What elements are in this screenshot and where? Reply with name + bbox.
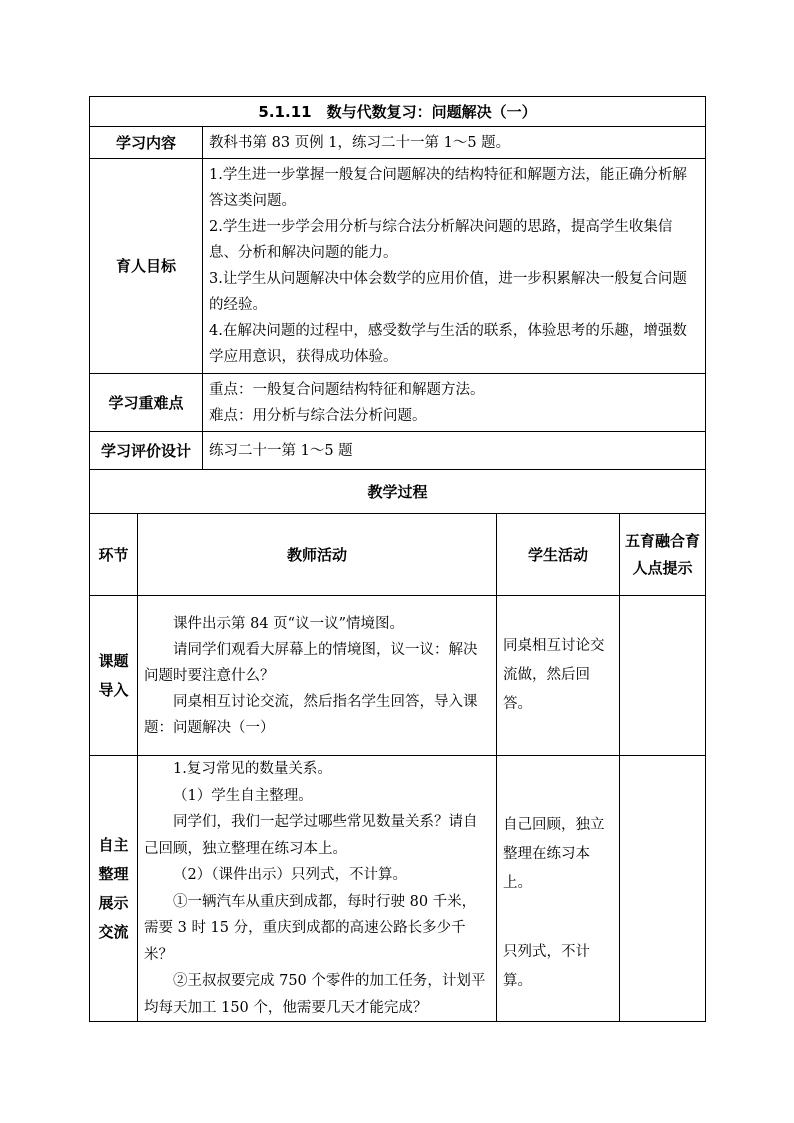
- fusion-cell: [620, 596, 706, 756]
- stage-column-header: 环节: [90, 514, 138, 596]
- lesson-plan-table: [89, 96, 706, 1022]
- teacher-column-header: 教师活动: [138, 514, 497, 596]
- key-points-label: 学习重难点: [90, 374, 203, 432]
- teacher-activity: [138, 756, 497, 1022]
- teacher-activity: [138, 596, 497, 756]
- teacher-step: 课件出示第 84 页“议一议”情境图。: [173, 615, 404, 632]
- evaluation-value: 练习二十一第 1～5 题: [203, 432, 706, 470]
- teacher-step: （1）学生自主整理。: [173, 787, 313, 804]
- lesson-plan-page: [89, 96, 705, 1022]
- teacher-step: ②王叔叔要完成 750 个零件的加工任务，计划平均每天加工 150 个，他需要几天才能完成？: [144, 973, 486, 1016]
- key-points: [203, 374, 706, 432]
- content-label: 学习内容: [90, 127, 203, 159]
- goal-item: 2.学生进一步学会用分析与综合法分析解决问题的思路，提高学生收集信息、分析和解决问题的能力。: [209, 219, 673, 261]
- teacher-step: ①一辆汽车从重庆到成都，每时行驶 80 千米，需要 3 时 15 分，重庆到成都的高速公路长多少千米？: [144, 893, 477, 963]
- process-heading: 教学过程: [90, 470, 706, 514]
- goal-item: 3.让学生从问题解决中体会数学的应用价值，进一步积累解决一般复合问题的经验。: [209, 271, 687, 313]
- student-column-header: 学生活动: [497, 514, 620, 596]
- teacher-step: 同桌相互讨论交流，然后指名学生回答，导入课题：问题解决（一）: [144, 693, 478, 736]
- goals-label: 育人目标: [90, 159, 203, 374]
- goals-list: [203, 159, 706, 374]
- student-step: 只列式，不计算。: [503, 944, 590, 989]
- lesson-title: 5.1.11 数与代数复习：问题解决（一）: [90, 97, 706, 127]
- student-activity: [497, 756, 620, 1022]
- stage-name: 课题导入: [90, 596, 138, 756]
- difficult-point: 难点：用分析与综合法分析问题。: [209, 407, 427, 424]
- teacher-step: 1.复习常见的数量关系。: [173, 761, 332, 777]
- goal-item: 1.学生进一步掌握一般复合问题解决的结构特征和解题方法，能正确分析解答这类问题。: [209, 167, 687, 209]
- fusion-column-header: 五育融合育人点提示: [620, 514, 706, 596]
- student-step: 同桌相互讨论交流做，然后回答。: [503, 638, 605, 712]
- goal-item: 4.在解决问题的过程中，感受数学与生活的联系，体验思考的乐趣，增强数学应用意识，获得成功体验。: [209, 323, 687, 365]
- key-point: 重点：一般复合问题结构特征和解题方法。: [209, 381, 485, 398]
- teacher-step: 同学们，我们一起学过哪些常见数量关系？请自己回顾，独立整理在练习本上。: [144, 814, 478, 857]
- content-value: 教科书第 83 页例 1，练习二十一第 1～5 题。: [203, 127, 706, 159]
- student-step: 自己回顾，独立整理在练习本上。: [503, 817, 605, 891]
- student-activity: [497, 596, 620, 756]
- evaluation-label: 学习评价设计: [90, 432, 203, 470]
- teacher-step: 请同学们观看大屏幕上的情境图，议一议：解决问题时要注意什么？: [144, 641, 478, 684]
- fusion-cell: [620, 756, 706, 1022]
- teacher-step: （2）（课件出示）只列式，不计算。: [173, 867, 407, 883]
- stage-name: 自主整理展示交流: [90, 756, 138, 1022]
